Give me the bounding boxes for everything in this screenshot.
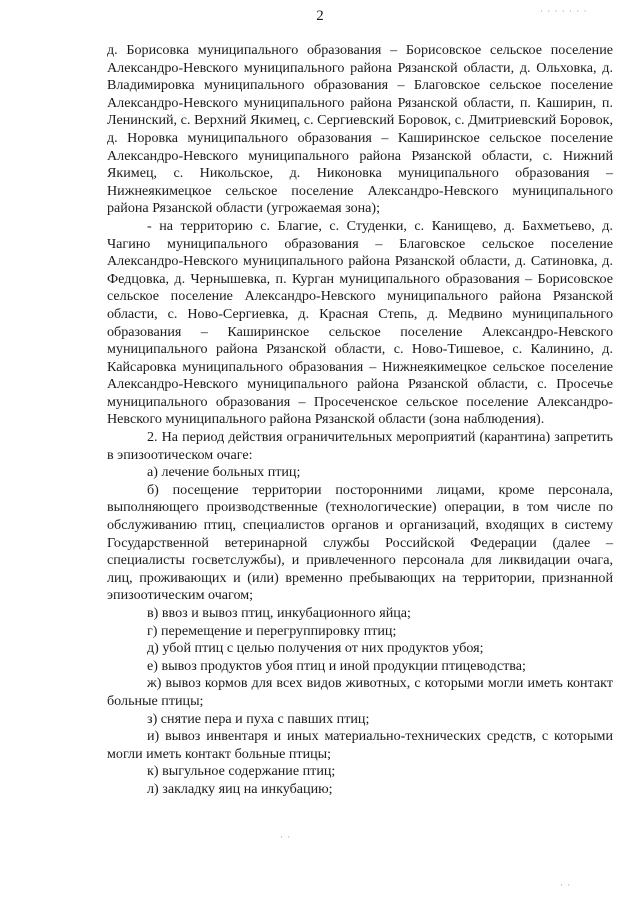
- list-item: з) снятие пера и пуха с павших птиц;: [147, 710, 370, 727]
- paragraph: 2. На период действия ограничительных мероприятий (карантина) запретить в эпизоотическом очаге:: [107, 429, 613, 463]
- list-item: в) ввоз и вывоз птиц, инкубационного яйца;: [147, 605, 411, 621]
- page-number: 2: [316, 8, 324, 24]
- list-item: е) вывоз продуктов убоя птиц и иной продукции птицеводства;: [147, 657, 526, 674]
- list-item: к) выгульное содержание птиц;: [147, 763, 336, 780]
- paragraph: - на территорию с. Благие, с. Студенки, с. Канищево, д. Бахметьево, д. Чагино муниципального образования – Благовское сельское поселение Александро-Невского муниципального района Рязанской области, д. Сатиновка, д. Федцовка, д. Чернышевка, п. Курган муниципального образования – Борисовское сельское поселение Александро-Невского муниципального района Рязанской области, с. Ново-Сергиевка, д. Красная Степь, д. Медвино муниципального образования – Каширинское сельское поселение Александро-Невского муниципального района Рязанской области, с. Ново-Тишевое, с. Калинино, д. Кайсаровка муниципального образования – Нижнеякимецкое сельское поселение Александро-Невского муниципального района Рязанской области, с. Просечье муниципального образования – Просеченское сельское поселение Александро-Невского муниципального района Рязанской области (зона наблюдения).: [107, 217, 613, 428]
- paragraph: д. Борисовка муниципального образования – Борисовское сельское поселение Александро-Невского муниципального района Рязанской области, д. Ольховка, д. Владимировка муниципального образования – Благовское сельское поселение Александро-Невского муниципального района Рязанской области, п. Каширин, п. Ленинский, с. Верхний Якимец, с. Сергиевский Боровок, с. Дмитриевский Боровок, д. Норовка муниципального образования – Каширинское сельское поселение Александро-Невского муниципального района Рязанской области, с. Нижний Якимец, с. Никольское, д. Никоновка муниципального образования – Нижнеякимецкое сельское поселение Александро-Невского муниципального района Рязанской области (угрожаемая зона);: [107, 42, 613, 217]
- list-item: л) закладку яиц на инкубацию;: [147, 780, 333, 797]
- list-item: а) лечение больных птиц;: [147, 464, 301, 481]
- list-item: ж) вывоз кормов для всех видов животных, с которыми могли иметь контакт больные птицы;: [107, 675, 613, 709]
- list-item: д) убой птиц с целью получения от них продуктов убоя;: [147, 640, 484, 657]
- scan-artifact: · ·: [280, 832, 292, 842]
- scan-artifact: · ·: [560, 880, 572, 890]
- list-item: и) вывоз инвентаря и иных материально-технических средств, с которыми могли иметь контакт больные птицы;: [107, 728, 613, 762]
- scan-artifact: · · · · · · ·: [540, 6, 588, 16]
- list-item: б) посещение территории посторонними лицами, кроме персонала, выполняющего производственные (технологические) операции, в том числе по обслуживанию птиц, специалистов органов и организаций, входящих в систему Государственной ветеринарной службы Российской Федерации (далее – специалисты госветслужбы), и привлеченного персонала для ликвидации очага, лиц, проживающих и (или) временно пребывающих на территории, признанной эпизоотическим очагом;: [107, 481, 613, 604]
- list-item: г) перемещение и перегруппировку птиц;: [147, 622, 397, 639]
- document-body: [107, 42, 613, 799]
